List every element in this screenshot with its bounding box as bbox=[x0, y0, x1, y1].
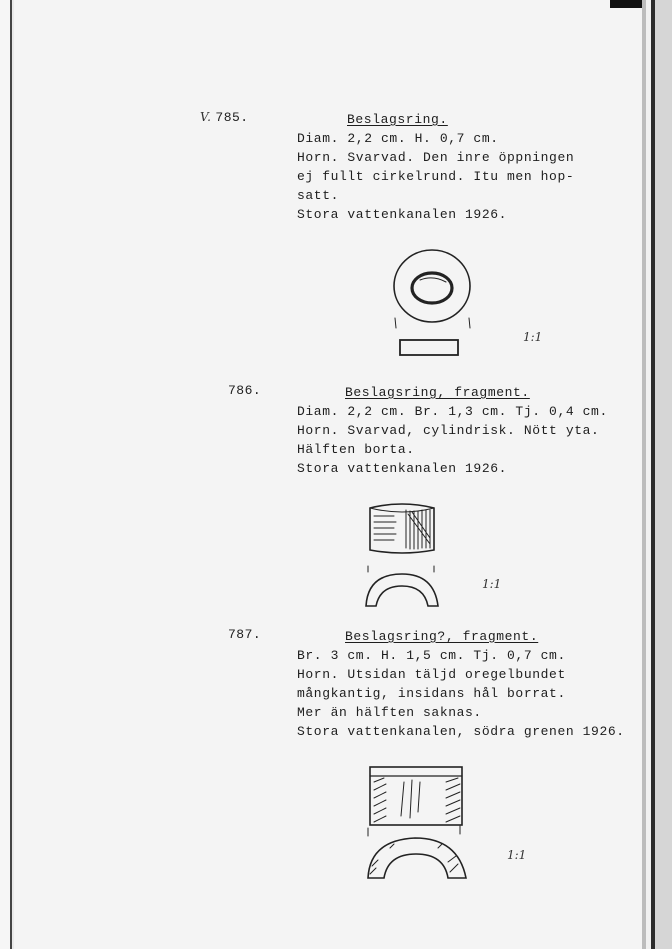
entry-line: Horn. Svarvad, cylindrisk. Nött yta. bbox=[297, 423, 600, 438]
entry-check-mark: V. bbox=[200, 110, 212, 124]
entry-number-785: V. 785. bbox=[200, 110, 249, 125]
entry-title: Beslagsring, fragment. bbox=[345, 385, 530, 400]
fragment-hatching bbox=[374, 778, 460, 822]
binding-edge bbox=[0, 0, 14, 949]
entry-line: mångkantig, insidans hål borrat. bbox=[297, 686, 566, 701]
ring-profile-rect bbox=[400, 340, 458, 355]
entry-text-785 bbox=[297, 110, 574, 224]
entry-line: Mer än hälften saknas. bbox=[297, 705, 482, 720]
scan-corner-shadow bbox=[610, 0, 642, 8]
entry-line: Horn. Svarvad. Den inre öppningen bbox=[297, 150, 575, 165]
ring-break-line bbox=[420, 278, 446, 282]
half-ring-profile bbox=[366, 574, 438, 606]
entry-title: Beslagsring. bbox=[347, 112, 448, 127]
scale-label-787: 1:1 bbox=[507, 848, 527, 862]
entry-line: satt. bbox=[297, 188, 340, 203]
entry-number-787: 787. bbox=[228, 627, 262, 642]
entry-text-786 bbox=[297, 383, 608, 478]
entry-line: Stora vattenkanalen 1926. bbox=[297, 207, 508, 222]
entry-text-787 bbox=[297, 627, 625, 741]
entry-line: Stora vattenkanalen, södra grenen 1926. bbox=[297, 724, 625, 739]
profile-guide-right bbox=[469, 318, 470, 328]
entry-line: Diam. 2,2 cm. H. 0,7 cm. bbox=[297, 131, 499, 146]
entry-line: ej fullt cirkelrund. Itu men hop- bbox=[297, 169, 575, 184]
entry-line: Stora vattenkanalen 1926. bbox=[297, 461, 508, 476]
page-stack-edge bbox=[642, 0, 672, 949]
ring-outer-outline bbox=[394, 250, 470, 322]
cylinder-top-edge bbox=[370, 508, 434, 512]
scale-label-785: 1:1 bbox=[523, 330, 543, 344]
cylinder-hatching bbox=[374, 510, 430, 549]
ring-sketch-785 bbox=[385, 240, 485, 370]
entry-line: Hälften borta. bbox=[297, 442, 415, 457]
entry-line: Br. 3 cm. H. 1,5 cm. Tj. 0,7 cm. bbox=[297, 648, 566, 663]
entry-title: Beslagsring?, fragment. bbox=[345, 629, 539, 644]
profile-guide-left bbox=[395, 318, 396, 328]
partial-ring-profile bbox=[368, 838, 466, 878]
entry-number-786: 786. bbox=[228, 383, 262, 398]
entry-line: Horn. Utsidan täljd oregelbundet bbox=[297, 667, 566, 682]
scale-label-786: 1:1 bbox=[482, 577, 502, 591]
entry-line: Diam. 2,2 cm. Br. 1,3 cm. Tj. 0,4 cm. bbox=[297, 404, 608, 419]
fragment-sketch-787 bbox=[360, 762, 475, 887]
fragment-sketch-786 bbox=[362, 496, 452, 611]
